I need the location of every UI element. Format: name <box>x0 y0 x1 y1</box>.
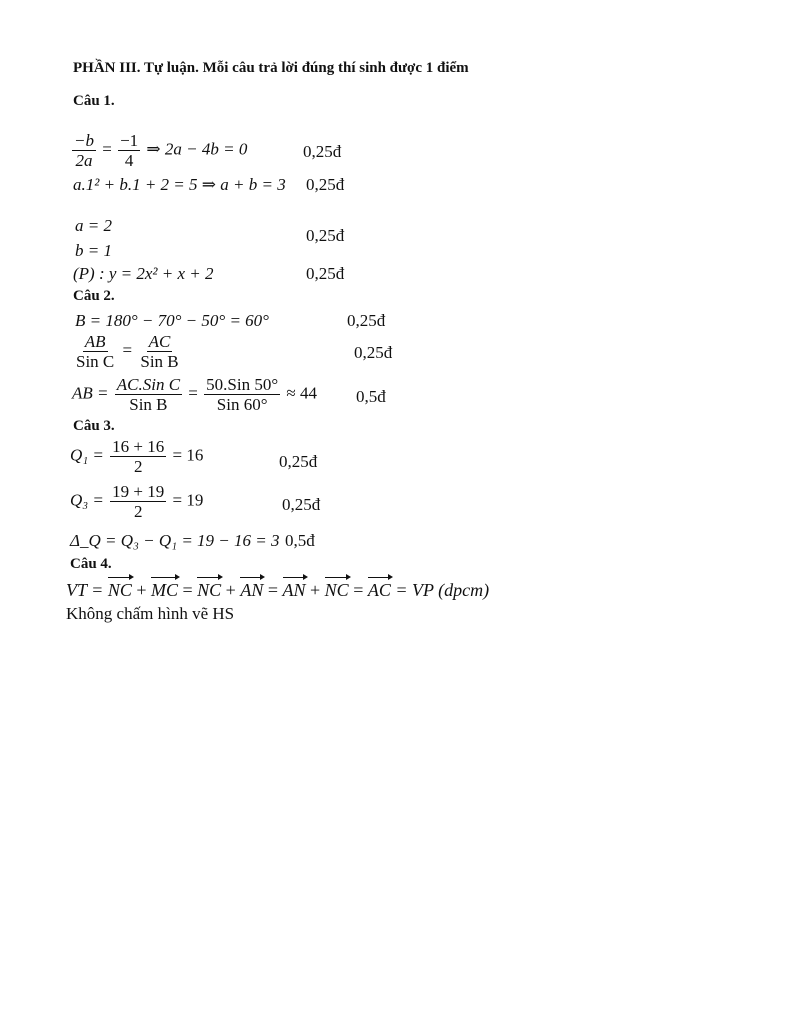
fraction-denominator: Sin B <box>129 395 168 414</box>
vector-an: AN <box>240 580 264 600</box>
fraction-denominator: 4 <box>124 151 134 170</box>
q3-score-3: 0,5đ <box>285 531 315 550</box>
q1-score-1: 0,25đ <box>303 142 342 161</box>
fraction-denominator: Sin B <box>140 352 179 371</box>
vector-an: AN <box>282 580 306 600</box>
q1-equation-1: $\frac{-b}{2a}$ = $\frac{-1}{4}$ ⇒ 2a − 4b = 0 <box>74 131 248 170</box>
q2-equation-3: AB = $\frac{\text{AC.Sin C}}{\text{Sin B}}$ = $\frac{\text{50.Sin 50°}}{\text{Sin 60°}}$ ≈ 44 <box>72 375 317 414</box>
vector-nc: NC <box>107 580 132 600</box>
q3-score-1: 0,25đ <box>279 452 318 471</box>
fraction-numerator: 50.Sin 50° <box>206 375 279 394</box>
q2-score-2: 0,25đ <box>354 343 393 362</box>
equation-lhs: AB = <box>72 383 109 403</box>
fraction-denominator: Sin C <box>76 352 115 371</box>
q2-score-3: 0,5đ <box>356 387 386 406</box>
fraction-denominator: 2 <box>133 502 143 521</box>
equation-end: = VP (dpcm) <box>395 580 490 600</box>
fraction-numerator: 16 + 16 <box>112 437 165 456</box>
vector-nc: NC <box>324 580 349 600</box>
q3-equation-2 <box>70 482 203 521</box>
fraction-denominator: 2 <box>133 457 143 476</box>
q4-note: Không chấm hình vẽ HS <box>66 604 235 623</box>
q1-equation-2: a.1² + b.1 + 2 = 5 ⇒ a + b = 3 <box>73 175 286 194</box>
vt-label: VT = <box>66 580 104 600</box>
question-1-label: Câu 1. <box>73 93 115 109</box>
fraction-denominator: 2a <box>75 151 93 170</box>
fraction-numerator: 19 + 19 <box>112 482 165 501</box>
vector-nc: NC <box>197 580 222 600</box>
fraction-denominator: Sin 60° <box>216 395 268 414</box>
q1-score-4: 0,25đ <box>306 264 345 283</box>
q1-score-2: 0,25đ <box>306 175 345 194</box>
fraction-numerator: AC <box>148 332 171 351</box>
vector-mc: MC <box>151 580 178 600</box>
fraction-numerator: AB <box>84 332 106 351</box>
fraction-numerator: AC.Sin C <box>116 375 181 394</box>
q1-equation-3b: b = 1 <box>75 241 112 260</box>
section-title: PHẦN III. Tự luận. Mỗi câu trả lời đúng thí sinh được 1 điểm <box>73 60 469 76</box>
equation-lhs: Q₁ = <box>70 445 104 465</box>
q4-vector-equation: VT = NC + MC = NC + AN = AN + NC = AC = VP (dpcm) <box>66 580 490 600</box>
equation-rest: = 19 <box>172 490 204 510</box>
q2-equation-1: B = 180° − 70° − 50° = 60° <box>75 311 269 330</box>
q1-score-3: 0,25đ <box>306 226 345 245</box>
q2-equation-2: $\frac{AB}{\text{Sin C}}$ = $\frac{AC}{\text{Sin B}}$ <box>76 332 179 371</box>
fraction-numerator: −b <box>74 131 94 150</box>
question-3-label: Câu 3. <box>73 418 115 434</box>
equation-lhs: Q₃ = <box>70 490 104 510</box>
q3-equation-3: Δ_Q = Q₃ − Q₁ = 19 − 16 = 3 <box>70 531 280 550</box>
vector-ac: AC <box>367 580 391 600</box>
question-4-label: Câu 4. <box>70 556 112 572</box>
q1-equation-3a: a = 2 <box>75 216 112 235</box>
q2-score-1: 0,25đ <box>347 311 386 330</box>
equation-rest: ≈ 44 <box>286 383 317 403</box>
equation-rest: = 16 <box>172 445 204 465</box>
equation-rest: ⇒ 2a − 4b = 0 <box>146 139 248 159</box>
question-2-label: Câu 2. <box>73 288 115 304</box>
q3-equation-1 <box>70 437 203 476</box>
q1-equation-4: (P) : y = 2x² + x + 2 <box>73 264 214 283</box>
q3-score-2: 0,25đ <box>282 495 321 514</box>
fraction-numerator: −1 <box>120 131 139 150</box>
